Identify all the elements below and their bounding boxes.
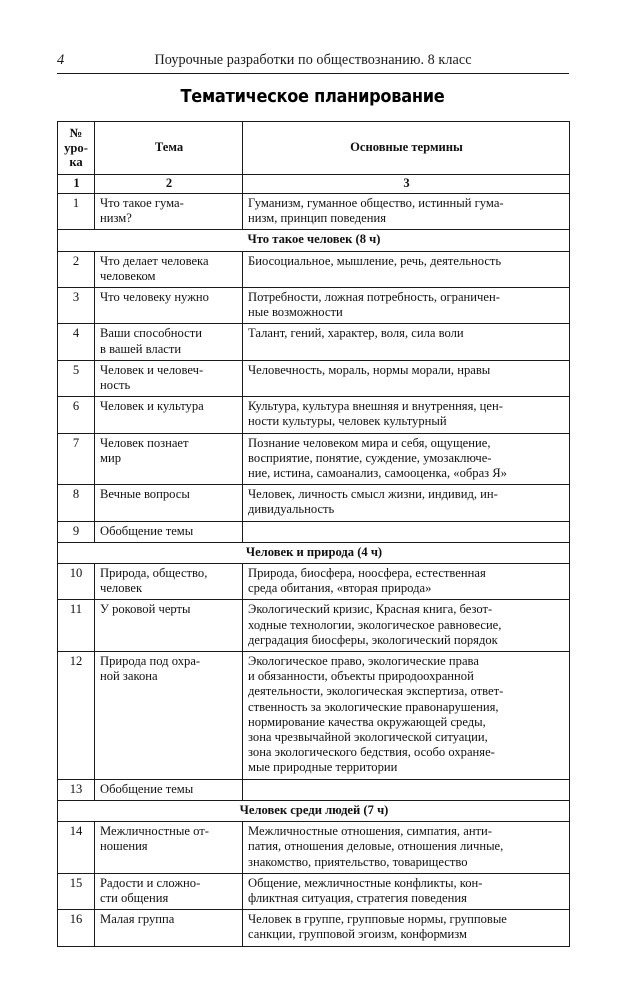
cell-theme: У роковой черты [95,600,243,652]
table-row [58,193,570,229]
cell-terms: Культура, культура внешняя и внутренняя, цен- ности культуры, человек культурный [243,397,570,433]
cell-lesson-number: 16 [58,910,95,946]
cell-terms: Гуманизм, гуманное общество, истинный гума- низм, принцип поведения [243,193,570,229]
table-row [58,822,570,874]
thematic-planning-table [57,121,570,947]
running-header-title: Поурочные разработки по обществознанию. 8 класс [154,52,472,68]
cell-theme: Ваши способности в вашей власти [95,324,243,360]
cell-lesson-number: 15 [58,873,95,909]
page-number: 4 [57,52,65,68]
table-row [58,910,570,946]
table-row [58,779,570,800]
table-row [58,360,570,396]
table-row [58,564,570,600]
column-header-lesson-number: № уро- ка [58,122,95,175]
section-title: Что такое человек (8 ч) [58,230,570,251]
cell-lesson-number: 7 [58,433,95,485]
column-index-1: 1 [58,174,95,193]
cell-terms: Потребности, ложная потребность, ограничен- ные возможности [243,288,570,324]
page-title: Тематическое планирование [180,87,445,107]
table-row [58,521,570,542]
table-row [58,251,570,287]
column-header-theme: Тема [95,122,243,175]
table-column-number-row [58,174,570,193]
table-section-row [58,542,570,563]
cell-lesson-number: 9 [58,521,95,542]
column-header-terms: Основные термины [243,122,570,175]
cell-terms: Человек, личность смысл жизни, индивид, ин- дивидуальность [243,485,570,521]
cell-theme: Обобщение темы [95,779,243,800]
cell-theme: Малая группа [95,910,243,946]
cell-theme: Межличностные от- ношения [95,822,243,874]
cell-terms [243,779,570,800]
table-row [58,288,570,324]
cell-terms: Человек в группе, групповые нормы, групповые санкции, групповой эгоизм, конформизм [243,910,570,946]
cell-lesson-number: 4 [58,324,95,360]
column-index-3: 3 [243,174,570,193]
table-header-row [58,122,570,175]
cell-lesson-number: 13 [58,779,95,800]
cell-theme: Что человеку нужно [95,288,243,324]
cell-theme: Природа, общество, человек [95,564,243,600]
table-section-row [58,800,570,821]
cell-lesson-number: 14 [58,822,95,874]
section-title: Человек среди людей (7 ч) [58,800,570,821]
cell-theme: Человек и культура [95,397,243,433]
cell-terms: Природа, биосфера, ноосфера, естественная среда обитания, «вторая природа» [243,564,570,600]
table-row [58,485,570,521]
cell-terms: Экологическое право, экологические права и обязанности, объекты природоохранной деятельности, экологическая экспертиза, ответ- ственность за экологические правонарушения, нормирование качества окружающей среды, зона чрезвычайной экологической ситуации, зона экологического бедствия, особо охраняе- мые природные территории [243,652,570,780]
table-row [58,600,570,652]
cell-terms: Общение, межличностные конфликты, кон- фликтная ситуация, стратегия поведения [243,873,570,909]
table-row [58,324,570,360]
table-row [58,397,570,433]
cell-lesson-number: 2 [58,251,95,287]
section-title: Человек и природа (4 ч) [58,542,570,563]
running-header [57,50,569,74]
cell-theme: Вечные вопросы [95,485,243,521]
cell-lesson-number: 10 [58,564,95,600]
cell-theme: Радости и сложно- сти общения [95,873,243,909]
cell-lesson-number: 5 [58,360,95,396]
cell-lesson-number: 11 [58,600,95,652]
cell-lesson-number: 12 [58,652,95,780]
cell-theme: Природа под охра- ной закона [95,652,243,780]
cell-lesson-number: 6 [58,397,95,433]
cell-lesson-number: 1 [58,193,95,229]
cell-terms [243,521,570,542]
column-index-2: 2 [95,174,243,193]
cell-lesson-number: 3 [58,288,95,324]
cell-lesson-number: 8 [58,485,95,521]
cell-terms: Биосоциальное, мышление, речь, деятельность [243,251,570,287]
table-body [58,122,570,947]
table-row [58,652,570,780]
cell-theme: Человек познает мир [95,433,243,485]
cell-terms: Экологический кризис, Красная книга, безот- ходные технологии, экологическое равновесие, деградация биосферы, экологический порядок [243,600,570,652]
table-section-row [58,230,570,251]
cell-theme: Что делает человека человеком [95,251,243,287]
cell-theme: Обобщение темы [95,521,243,542]
cell-terms: Познание человеком мира и себя, ощущение, восприятие, понятие, суждение, умозаключе- ние, истина, самоанализ, самооценка, «образ Я» [243,433,570,485]
table-row [58,433,570,485]
cell-theme: Что такое гума- низм? [95,193,243,229]
cell-terms: Талант, гений, характер, воля, сила воли [243,324,570,360]
cell-terms: Человечность, мораль, нормы морали, нравы [243,360,570,396]
cell-theme: Человек и человеч- ность [95,360,243,396]
table-row [58,873,570,909]
cell-terms: Межличностные отношения, симпатия, анти- патия, отношения деловые, отношения личные, знакомство, приятельство, товарищество [243,822,570,874]
